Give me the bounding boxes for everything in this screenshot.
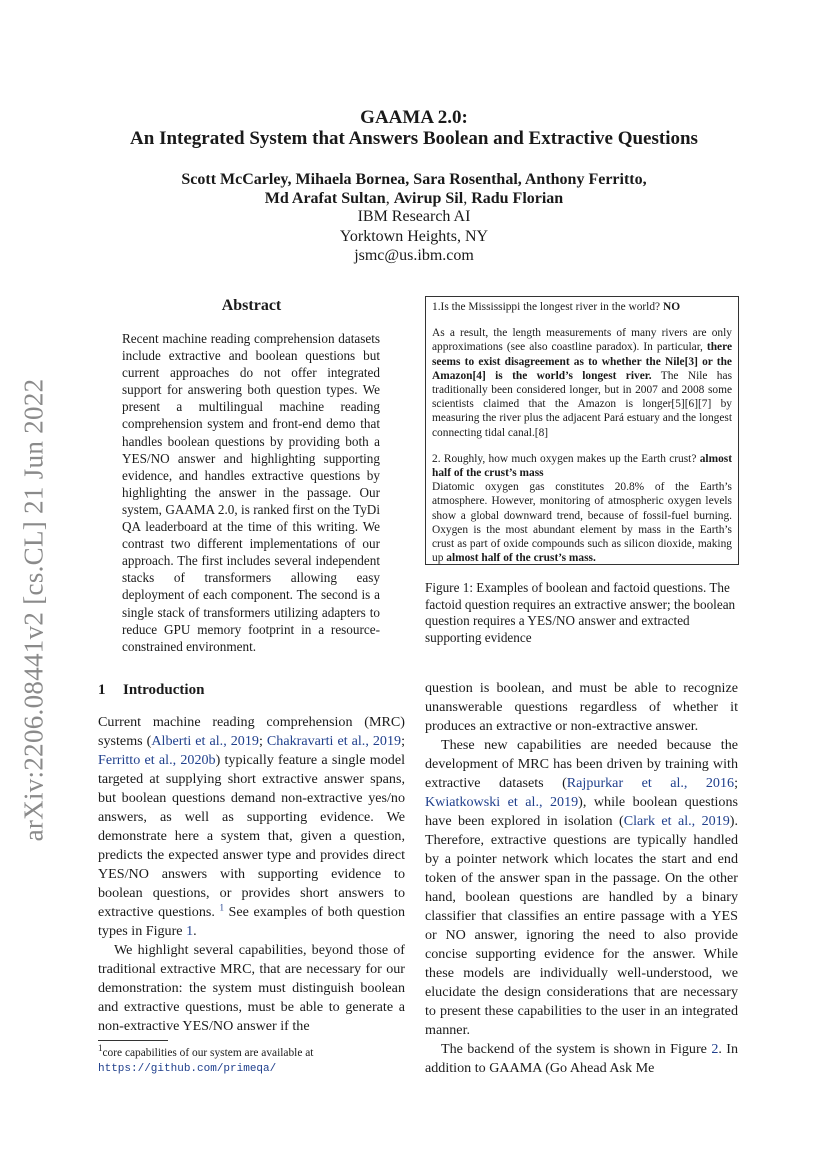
text: ) typically feature a single model targeted at supplying short extractive answer spans, but boolean questions demand non-extractive yes/no answers, as well as supporting evidence. We demonstrate here a system that, given a question, predicts the expected answer type and provides direct YES/NO answers with supporting evidence to boolean questions, or provides short answers to extractive questions. <box>98 752 406 920</box>
figure-ref-link[interactable]: 1 <box>186 923 194 939</box>
text: These new capabilities are needed because the development of MRC has been driven by training with extractive datasets ( <box>425 737 738 791</box>
author-sil: Avirup Sil <box>393 190 464 207</box>
affiliation: IBM Research AI <box>357 208 471 225</box>
fig-q2-answer: almost half of the crust’s mass <box>432 452 732 480</box>
fig-q1-passage-bold: there seems to exist disagreement as to whether the Nile[3] or the Amazon[4] is the world’s longest river. <box>432 341 732 382</box>
figure-ref-link[interactable]: 2 <box>711 1041 719 1057</box>
author-line-1: Scott McCarley, Mihaela Bornea, Sara Rosenthal, Anthony Ferritto, <box>181 171 647 188</box>
intro-paragraph-3 <box>425 736 738 1040</box>
section-number: 1 <box>98 682 106 698</box>
citation-link[interactable]: Rajpurkar et al., 2016 <box>566 775 735 791</box>
author-sultan: Md Arafat Sultan <box>264 190 386 207</box>
arxiv-stamp <box>14 370 54 850</box>
text: ), while boolean questions have been explored in isolation ( <box>425 794 738 829</box>
fig-q2 <box>432 452 732 480</box>
email[interactable]: jsmc@us.ibm.com <box>354 247 474 264</box>
citation-link[interactable]: Ferritto et al., 2020b <box>98 752 216 768</box>
text: See examples of both question types in Figure <box>98 904 405 939</box>
fig-q2-passage-a: Diatomic oxygen gas constitutes 20.8% of the Earth’s atmosphere. However, monitoring of atmospheric oxygen levels show a global downward trend, because of fossil-fuel burning. Oxygen is the most abundant element by mass in the Earth’s crust as part of oxide compounds such as silicon dioxide, making up <box>432 481 732 565</box>
text: ; <box>401 733 405 749</box>
text: ; <box>734 775 738 791</box>
abstract-heading: Abstract <box>221 297 282 314</box>
text: Current machine reading comprehension (MRC) systems ( <box>98 714 405 749</box>
text: ; <box>258 733 267 749</box>
fig-q1-passage-a: As a result, the length measurements of many rivers are only approximations (see also coastline paradox). In particular, <box>432 327 732 354</box>
intro-paragraph-1 <box>98 713 405 941</box>
fig-q2-passage <box>432 480 732 565</box>
author-line-2 <box>0 189 828 209</box>
footnote-url-link[interactable]: https://github.com/primeqa/ <box>98 1063 277 1075</box>
fig-q2-passage-bold: almost half of the crust’s mass. <box>446 552 596 565</box>
footnote <box>98 1043 408 1077</box>
fig-q1-answer: NO <box>662 301 681 313</box>
section-heading <box>98 682 204 699</box>
citation-link[interactable]: Clark et al., 2019 <box>623 813 730 829</box>
figure-1-caption: Figure 1: Examples of boolean and factoid questions. The factoid question requires an extractive answer; the boolean question requires a YES/NO answer and extracted supporting evidence <box>425 580 736 645</box>
citation-link[interactable]: Kwiatkowski et al., 2019 <box>425 794 579 810</box>
text: ). Therefore, extractive questions are typically handled by a pointer network which locates the start and end token of the answer span in the passage. On the other hand, boolean questions are handled by a binary classifier that classifies an entire passage with a YES or NO answer, ignoring the need to also provide concise supporting evidence for the answer. While these models are individually well-understood, we elucidate the design considerations that are necessary to present these capabilities to the user in an integrated manner. <box>425 813 738 1038</box>
fig-q1-passage <box>432 326 732 440</box>
intro-paragraph-4 <box>425 1040 738 1078</box>
footnote-mark: 1 <box>98 1043 103 1054</box>
text: The backend of the system is shown in Figure <box>441 1041 712 1057</box>
left-column <box>98 713 405 1036</box>
text: . In addition to GAAMA (Go Ahead Ask Me <box>425 1041 738 1076</box>
right-column <box>425 679 738 1078</box>
intro-paragraph-2: We highlight several capabilities, beyond those of traditional extractive MRC, that are necessary for our demonstration: the system must distinguish boolean and extractive questions, must be able to generate a non-extractive YES/NO answer if the <box>98 942 405 1034</box>
fig-q1-question: 1.Is the Mississippi the longest river in the world? <box>432 301 661 313</box>
intro-paragraph-2-cont: question is boolean, and must be able to recognize unanswerable questions regardless of whether it produces an extractive or non-extractive answer. <box>425 680 738 734</box>
abstract-text: Recent machine reading comprehension datasets include extractive and boolean questions but current approaches do not offer integrated support for answering both question types. We present a multilingual machine reading comprehension system and front-end demo that handles boolean questions by providing both a YES/NO answer and highlighting supporting evidence, and handles extractive questions by highlighting the answer in the passage. Our system, GAAMA 2.0, is ranked first on the TyDi QA leaderboard at the time of this writing. We contrast two different implementations of our approach. The first includes several independent stacks of transformers allowing easy deployment of each component. The second is a single stack of transformers utilizing adapters to reduce GPU memory footprint in a resource-constrained environment. <box>122 331 380 654</box>
abstract-body <box>122 330 380 655</box>
text: . <box>193 923 197 939</box>
author-separator: , <box>463 190 472 207</box>
footnote-text: core capabilities of our system are available at <box>102 1047 314 1059</box>
citation-link[interactable]: Chakravarti et al., 2019 <box>266 733 402 749</box>
fig-q1-passage-b: The Nile has traditionally been considered longer, but in 2007 and 2008 some scientists claimed that the Amazon is longer[5][6][7] by measuring the river plus the adjacent Pará estuary and the longest connecting tidal canal.[8] <box>432 369 732 439</box>
arxiv-stamp-text: arXiv:2206.08441v2 [cs.CL] 21 Jun 2022 <box>18 378 49 842</box>
footnote-rule <box>98 1040 168 1041</box>
author-florian: Radu Florian <box>471 190 564 207</box>
footnote-mark-link[interactable]: 1 <box>219 902 224 913</box>
section-title: Introduction <box>123 682 205 698</box>
author-separator: , <box>385 190 394 207</box>
fig-q1 <box>432 300 732 314</box>
location: Yorktown Heights, NY <box>339 228 489 245</box>
citation-link[interactable]: Alberti et al., 2019 <box>151 733 259 749</box>
figure-1-box <box>425 296 739 565</box>
fig-q2-question: 2. Roughly, how much oxygen makes up the Earth crust? <box>432 452 697 465</box>
paper-title-line2: An Integrated System that Answers Boolean and Extractive Questions <box>130 128 698 149</box>
paper-title-line1: GAAMA 2.0: <box>360 107 468 128</box>
